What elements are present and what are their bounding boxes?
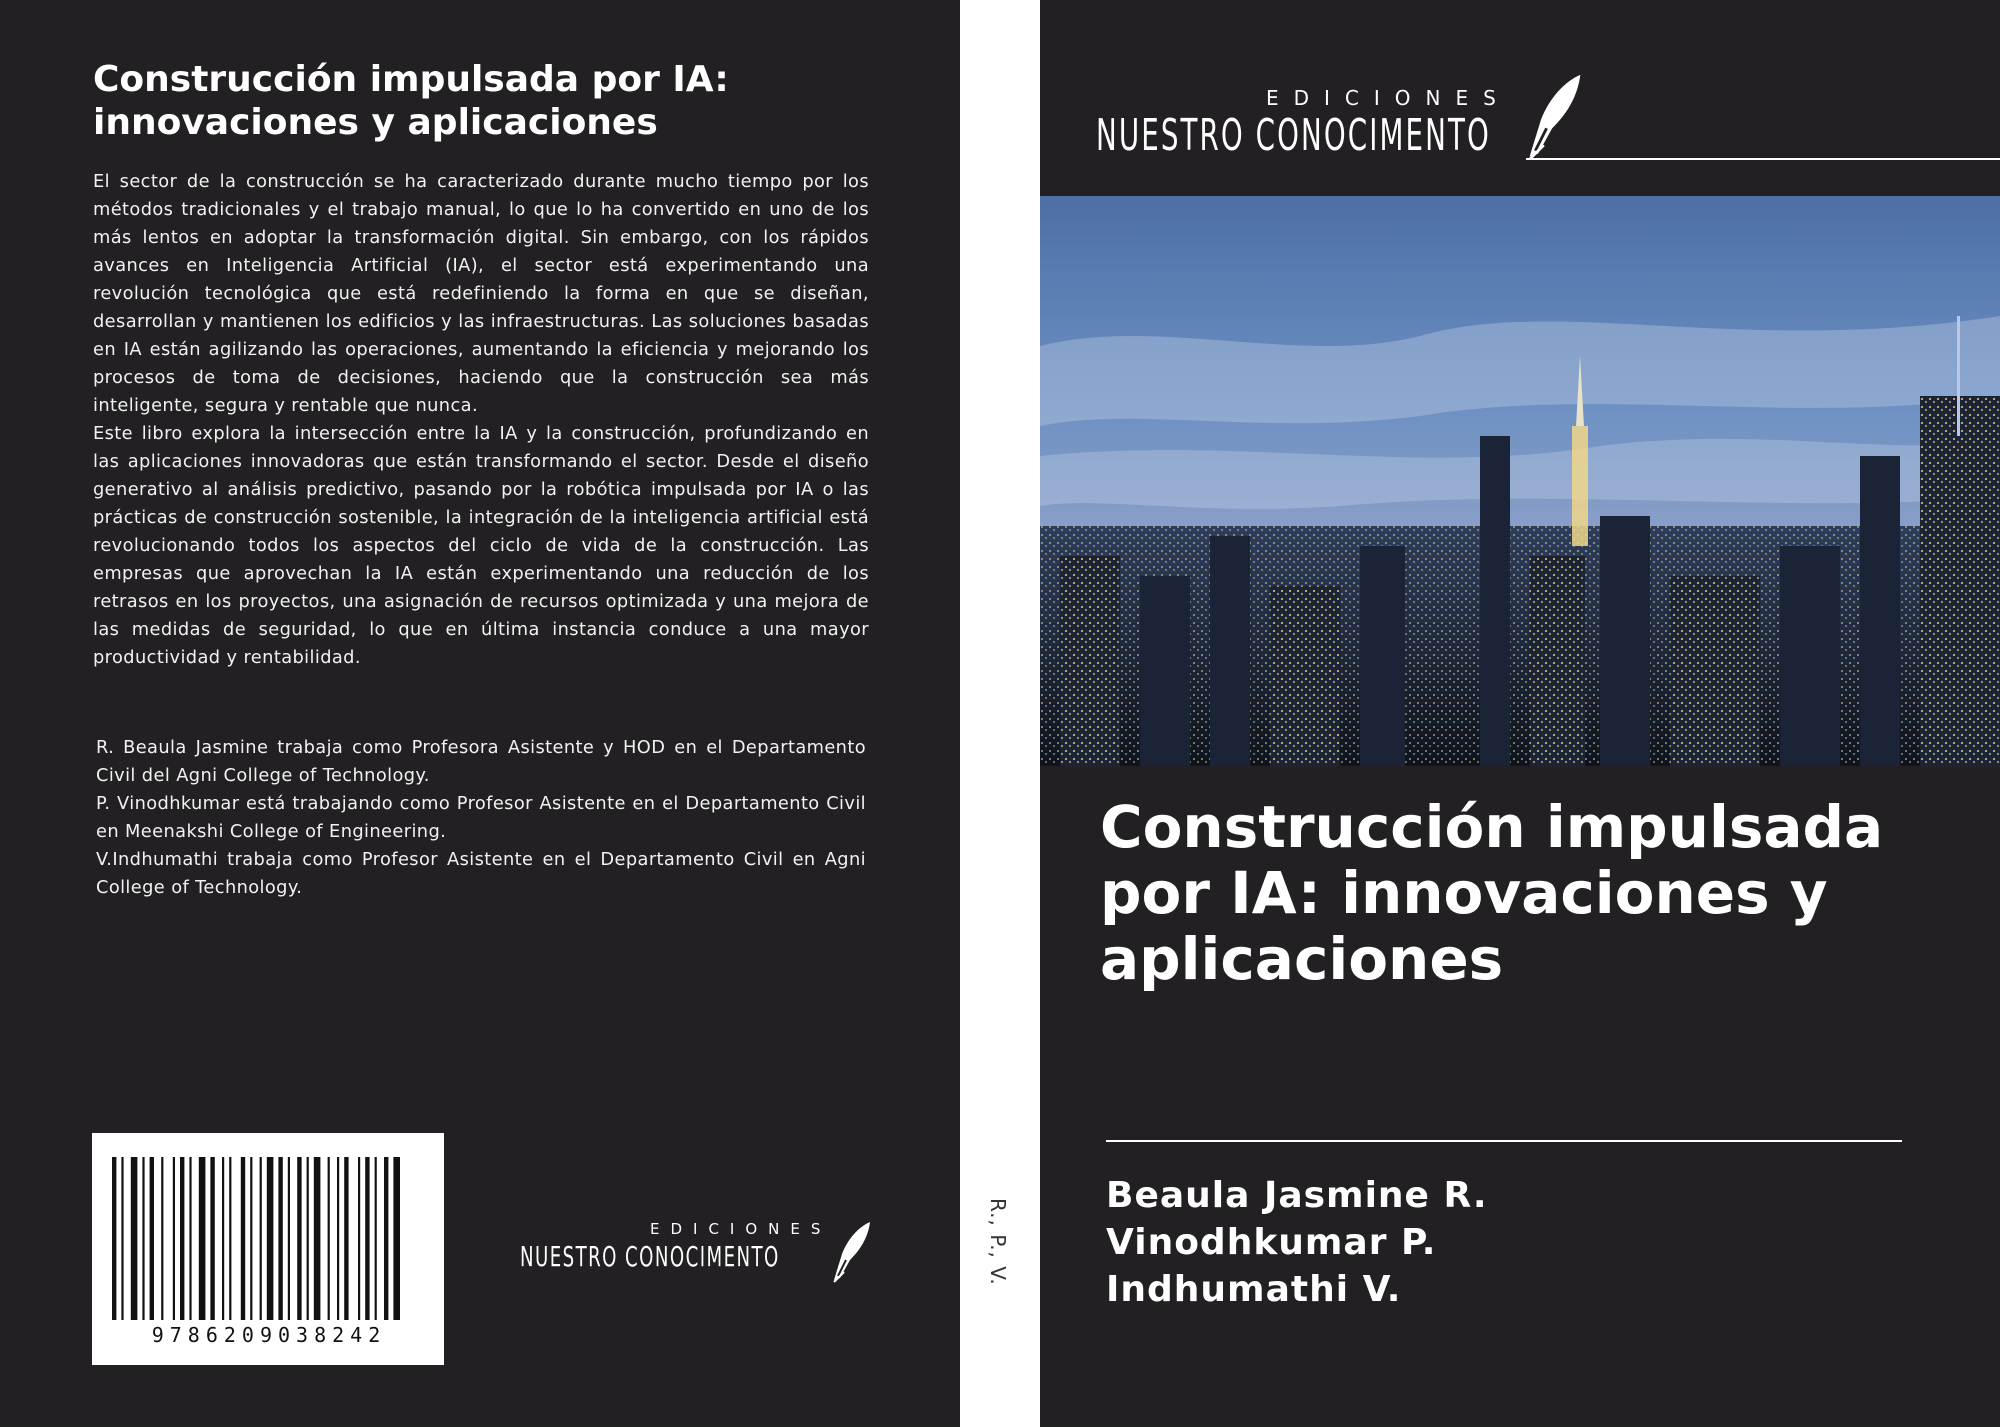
author-bios — [96, 734, 866, 902]
front-publisher-logo — [1096, 66, 1996, 166]
back-cover-title: Construcción impulsada por IA: innovaciones y aplicaciones — [93, 59, 729, 143]
barcode-bar — [307, 1157, 309, 1320]
barcode-bar — [337, 1157, 339, 1320]
barcode-bar — [278, 1157, 282, 1320]
barcode-bar — [173, 1157, 175, 1320]
author-bio: R. Beaula Jasmine trabaja como Profesora Asistente y HOD en el Departamento Civil del Agni College of Technology. — [96, 737, 866, 786]
front-cover-title: Construcción impulsada por IA: innovaciones y aplicaciones — [1100, 793, 1884, 993]
barcode-bars — [112, 1157, 424, 1320]
barcode-bar — [288, 1157, 290, 1320]
barcode-bar — [267, 1157, 274, 1320]
barcode-bar — [229, 1157, 231, 1320]
barcode-bar — [344, 1157, 348, 1320]
barcode-bar — [384, 1157, 388, 1320]
publisher-rule — [1526, 158, 2000, 160]
front-cover-rule — [1106, 1140, 1902, 1142]
spine-authors: R., P., V. — [986, 1198, 1010, 1286]
author-bio: V.Indhumathi trabaja como Profesor Asistente en el Departamento Civil en Agni College of Technology. — [96, 849, 866, 898]
back-publisher-logo — [520, 1220, 880, 1290]
barcode-bar — [131, 1157, 138, 1320]
author-bio: P. Vinodhkumar está trabajando como Profesor Asistente en el Departamento Civil en Meenakshi College of Engineering. — [96, 793, 866, 842]
barcode-bar — [142, 1157, 144, 1320]
fountain-pen-nib-icon — [830, 1220, 874, 1284]
barcode-bar — [199, 1157, 206, 1320]
barcode-bar — [222, 1157, 224, 1320]
barcode-bar — [393, 1157, 400, 1320]
barcode-bar — [210, 1157, 214, 1320]
blurb-paragraph: Este libro explora la intersección entre la IA y la construcción, profundizando en las aplicaciones innovadoras que están transformando el sector. Desde el diseño generativo al análisis predictivo, pasando por la robótica impulsada por IA o las prácticas de construcción sostenible, la integración de la inteligencia artificial está revolucionando todos los aspectos del ciclo de vida de la construcción. Las empresas que aprovechan la IA están experimentando una reducción de los retrasos en los proyectos, una asignación de recursos optimizada y una mejora de las medidas de seguridad, lo que en última instancia conduce a una mayor productividad y rentabilidad. — [93, 423, 869, 668]
author-name: Vinodhkumar P. — [1106, 1222, 1437, 1263]
barcode-bar — [375, 1157, 377, 1320]
fountain-pen-nib-icon — [1524, 72, 1586, 162]
author-name: Indhumathi V. — [1106, 1269, 1402, 1310]
publisher-line2: NUESTRO CONOCIMENTO — [520, 1240, 780, 1273]
barcode-bar — [189, 1157, 191, 1320]
isbn-barcode — [92, 1133, 444, 1365]
author-name: Beaula Jasmine R. — [1106, 1175, 1488, 1216]
barcode-bar — [150, 1157, 154, 1320]
barcode-bar — [328, 1157, 330, 1320]
barcode-bar — [161, 1157, 163, 1320]
blurb-paragraph: El sector de la construcción se ha caracterizado durante mucho tiempo por los métodos tradicionales y el trabajo manual, lo que lo ha convertido en uno de los más lentos en adoptar la transformación digital. Sin embargo, con los rápidos avances en Inteligencia Artificial (IA), el sector está experimentando una revolución tecnológica que está redefiniendo la forma en que se diseñan, desarrollan y mantienen los edificios y las infraestructuras. Las soluciones basadas en IA están agilizando las operaciones, aumentando la eficiencia y mejorando los procesos de toma de decisiones, haciendo que la construcción sea más inteligente, segura y rentable que nunca. — [93, 171, 869, 416]
publisher-line1: EDICIONES — [650, 1220, 832, 1238]
publisher-line1: EDICIONES — [1266, 86, 1511, 110]
barcode-bar — [260, 1157, 262, 1320]
cover-skyline-photo — [1040, 196, 2000, 766]
barcode-bar — [297, 1157, 301, 1320]
back-cover-blurb — [93, 168, 869, 672]
barcode-bar — [112, 1157, 116, 1320]
barcode-bar — [250, 1157, 252, 1320]
barcode-bar — [121, 1157, 123, 1320]
barcode-bar — [358, 1157, 360, 1320]
barcode-bar — [180, 1157, 184, 1320]
barcode-bar — [314, 1157, 321, 1320]
barcode-bar — [241, 1157, 245, 1320]
front-cover-authors — [1106, 1172, 1488, 1313]
isbn-digits: 9786209038242 — [151, 1323, 387, 1347]
barcode-bar — [365, 1157, 369, 1320]
publisher-line2: NUESTRO CONOCIMENTO — [1096, 110, 1491, 161]
